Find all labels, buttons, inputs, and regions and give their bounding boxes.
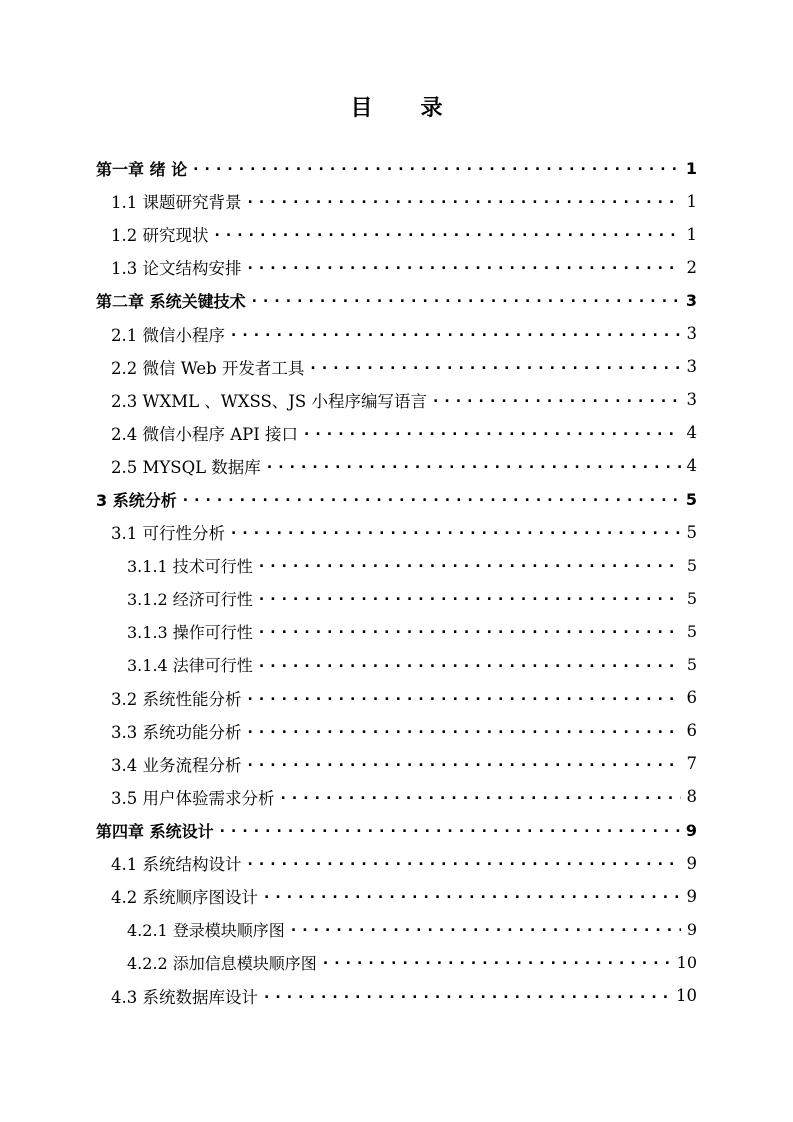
toc-entry-page-number: 9 <box>686 886 697 906</box>
toc-entry[interactable] <box>127 917 697 941</box>
toc-entry-page-number: 4 <box>686 456 697 476</box>
toc-entry-label: 4.2.2 添加信息模块顺序图 <box>127 953 317 973</box>
toc-dot-leader <box>193 156 680 180</box>
toc-entry[interactable] <box>111 189 697 213</box>
toc-entry[interactable] <box>111 355 697 379</box>
toc-entry[interactable] <box>127 653 697 677</box>
toc-dot-leader <box>264 984 670 1008</box>
toc-dot-leader <box>259 553 681 577</box>
toc-entry[interactable] <box>111 255 697 279</box>
toc-entry-page-number: 3 <box>686 357 697 377</box>
toc-entry[interactable] <box>127 553 697 577</box>
toc-entry-label: 2.2 微信 Web 开发者工具 <box>111 358 305 378</box>
toc-entry-label: 3.1.1 技术可行性 <box>127 556 253 576</box>
toc-entry-page-number: 5 <box>686 588 697 608</box>
toc-entry-page-number: 2 <box>686 257 697 277</box>
toc-entry-label: 3.2 系统性能分析 <box>111 689 242 709</box>
toc-entry-page-number: 9 <box>686 853 697 873</box>
toc-entry-label: 第二章 系统关键技术 <box>96 291 246 311</box>
toc-dot-leader <box>281 785 681 809</box>
toc-entry[interactable] <box>96 487 697 511</box>
toc-entry-label: 2.4 微信小程序 API 接口 <box>111 424 299 444</box>
toc-entry-label: 3.1.4 法律可行性 <box>127 656 253 675</box>
toc-dot-leader <box>248 851 681 875</box>
toc-entry-page-number: 10 <box>676 952 697 972</box>
toc-entry[interactable] <box>111 686 697 710</box>
toc-entry[interactable] <box>111 884 697 908</box>
toc-dot-leader <box>248 719 681 743</box>
toc-entry[interactable] <box>127 586 697 610</box>
toc-entry-page-number: 8 <box>686 787 697 807</box>
toc-dot-leader <box>231 520 681 544</box>
toc-entry-label: 3.5 用户体验需求分析 <box>111 788 275 808</box>
toc-entry-page-number: 3 <box>685 290 697 310</box>
toc-entry[interactable] <box>111 388 697 412</box>
toc-entry-page-number: 6 <box>686 721 697 741</box>
toc-entry-label: 2.5 MYSQL 数据库 <box>111 457 261 477</box>
toc-entry-label: 1.1 课题研究背景 <box>111 193 242 213</box>
toc-dot-leader <box>183 487 680 511</box>
toc-entry-page-number: 7 <box>686 754 697 774</box>
toc-dot-leader <box>248 686 681 710</box>
toc-entry[interactable] <box>96 156 697 180</box>
toc-entry[interactable] <box>111 454 697 478</box>
toc-entry-label: 1.3 论文结构安排 <box>111 259 242 279</box>
toc-entry[interactable] <box>111 851 697 875</box>
toc-entry-page-number: 5 <box>686 655 697 674</box>
toc-entry-page-number: 1 <box>685 158 697 178</box>
toc-entry[interactable] <box>127 619 697 643</box>
toc-entry[interactable] <box>127 950 697 974</box>
toc-entry[interactable] <box>111 752 697 776</box>
toc-entry[interactable] <box>111 719 697 743</box>
toc-entry-page-number: 1 <box>686 224 697 244</box>
toc-entry[interactable] <box>96 818 697 842</box>
toc-dot-leader <box>433 388 681 412</box>
toc-entry[interactable] <box>111 322 697 346</box>
toc-entry-label: 3.4 业务流程分析 <box>111 755 242 775</box>
toc-entry-page-number: 10 <box>676 986 697 1005</box>
toc-entry-page-number: 3 <box>686 390 697 410</box>
toc-entry-page-number: 5 <box>685 489 697 509</box>
page-title-left: 目 <box>350 96 373 121</box>
toc-entry-label: 第一章 绪 论 <box>96 159 188 179</box>
toc-entry-label: 3.1 可行性分析 <box>111 524 225 544</box>
toc-entry-label: 2.1 微信小程序 <box>111 325 225 345</box>
toc-entry[interactable] <box>111 984 697 1008</box>
toc-entry-page-number: 4 <box>686 423 697 443</box>
toc-entry-label: 4.2 系统顺序图设计 <box>111 888 258 908</box>
toc-dot-leader <box>291 917 681 941</box>
toc-entry-label: 4.3 系统数据库设计 <box>111 987 258 1007</box>
toc-entry-page-number: 9 <box>685 820 697 840</box>
toc-entry-page-number: 6 <box>686 688 697 708</box>
toc-dot-leader <box>215 222 681 246</box>
toc-dot-leader <box>252 288 680 312</box>
toc-entry-page-number: 1 <box>686 191 697 211</box>
toc-entry-label: 2.3 WXML 、WXSS、JS 小程序编写语言 <box>111 391 427 411</box>
toc-entry[interactable] <box>111 785 697 809</box>
toc-dot-leader <box>220 818 680 842</box>
toc-entry-label: 3.1.3 操作可行性 <box>127 622 253 642</box>
toc-entry[interactable] <box>96 288 697 312</box>
toc-dot-leader <box>259 653 681 677</box>
toc-entry-label: 4.1 系统结构设计 <box>111 855 242 875</box>
toc-dot-leader <box>304 421 680 445</box>
toc-entry-page-number: 5 <box>686 522 697 542</box>
page-title-right: 录 <box>420 96 443 121</box>
toc-entry[interactable] <box>111 222 697 246</box>
toc-entry-label: 3 系统分析 <box>96 490 177 510</box>
toc-dot-leader <box>248 189 681 213</box>
toc-entry-page-number: 3 <box>686 324 697 343</box>
toc-dot-leader <box>231 322 681 346</box>
toc-entry[interactable] <box>111 520 697 544</box>
toc-entry-label: 3.1.2 经济可行性 <box>127 589 253 609</box>
toc-entry-page-number: 9 <box>686 919 697 939</box>
toc-dot-leader <box>310 355 680 379</box>
toc-dot-leader <box>323 950 671 974</box>
toc-entry-page-number: 5 <box>686 621 697 641</box>
toc-entry-page-number: 5 <box>686 555 697 575</box>
toc-entry-label: 第四章 系统设计 <box>96 821 214 841</box>
toc-dot-leader <box>259 619 681 643</box>
toc-entry[interactable] <box>111 421 697 445</box>
toc-dot-leader <box>248 752 681 776</box>
toc-dot-leader <box>248 255 681 279</box>
toc-dot-leader <box>259 586 681 610</box>
toc-entry-label: 3.3 系统功能分析 <box>111 722 242 742</box>
toc-entry-label: 1.2 研究现状 <box>111 226 209 246</box>
toc-dot-leader <box>264 884 681 908</box>
toc-dot-leader <box>267 454 681 478</box>
toc-entry-label: 4.2.1 登录模块顺序图 <box>127 920 285 940</box>
